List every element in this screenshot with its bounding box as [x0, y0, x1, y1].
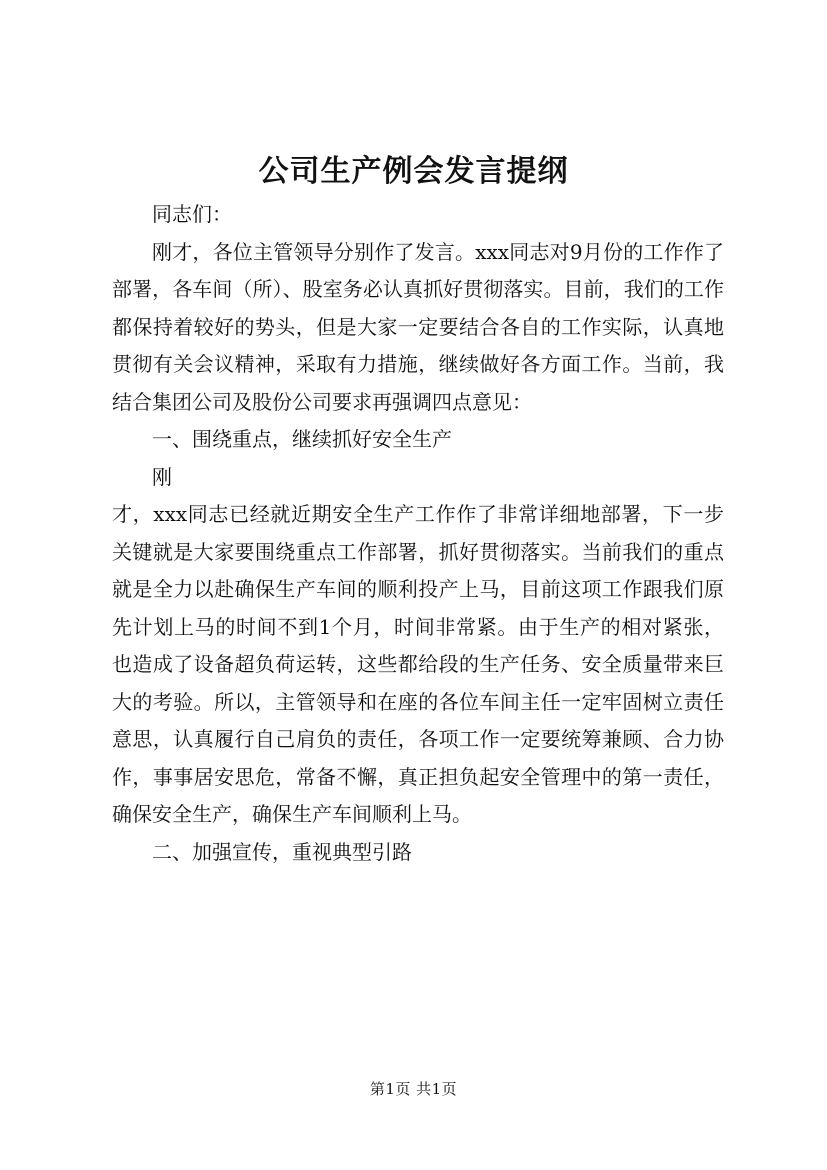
document-title: 公司生产例会发言提纲	[258, 154, 569, 189]
page-footer: 第1页 共1页	[369, 1080, 458, 1098]
salutation: 同志们：	[152, 202, 232, 226]
section-heading-2: 二、加强宣传，重视典型引路	[152, 839, 412, 864]
paragraph-fragment: 刚	[152, 464, 172, 489]
paragraph-section-1: 才，xxx同志已经就近期安全生产工作作了非常详细地部署，下一步关键就是大家要围绕重点工作部署，抓好贯彻落实。当前我们的重点就是全力以赴确保生产车间的顺利投产上马，目前这项工作跟我们原先计划上马的时间不到1个月，时间非常紧。由于生产的相对紧张，也造成了设备超负荷运转，这些都给段的生产任务、安全质量带来巨大的考验。所以，主管领导和在座的各位车间主任一定牢固树立责任意思，认真履行自己肩负的责任，各项工作一定要统筹兼顾、合力协作，事事居安思危，常备不懈，真正担负起安全管理中的第一责任，确保安全生产，确保生产车间顺利上马。	[112, 502, 724, 826]
paragraph-intro: 刚才，各位主管领导分别作了发言。xxx同志对9月份的工作作了部署，各车间（所）、股室务必认真抓好贯彻落实。目前，我们的工作都保持着较好的势头，但是大家一定要结合各自的工作实际，认真地贯彻有关会议精神，采取有力措施，继续做好各方面工作。当前，我结合集团公司及股份公司要求再强调四点意见：	[112, 239, 724, 414]
document-body	[112, 196, 724, 871]
section-heading-1: 一、围绕重点，继续抓好安全生产	[152, 427, 452, 451]
